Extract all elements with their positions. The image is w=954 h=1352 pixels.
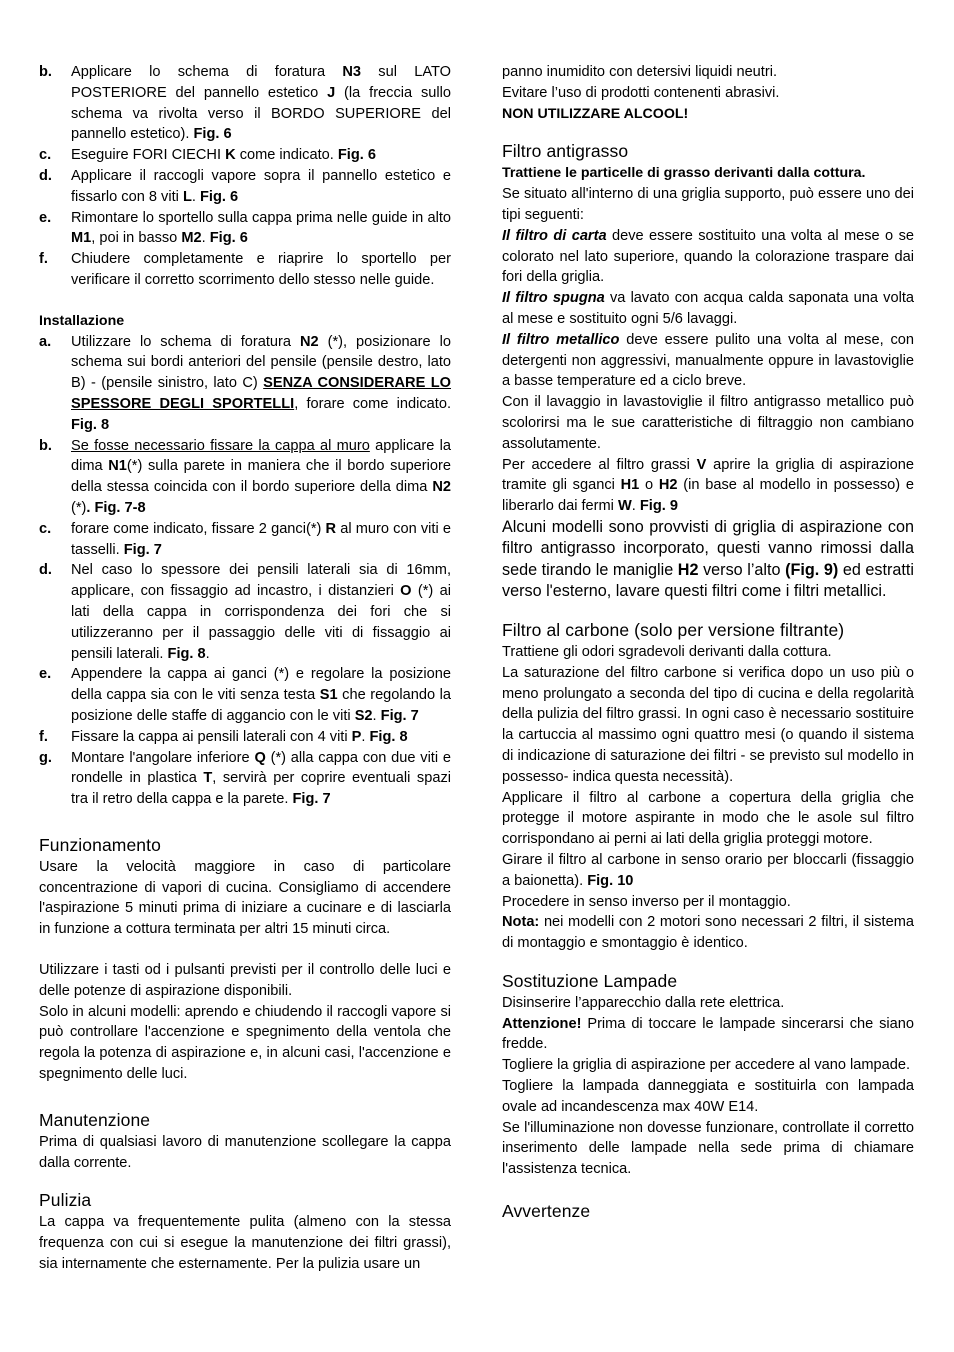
antigrasso-paragraph: Con il lavaggio in lavastoviglie il filtro antigrasso metallico può scolorirsi ma le sue caratteristiche di filtraggio non cambiano assolutamente.	[502, 394, 914, 452]
antigrasso-paragraph: Il filtro metallico deve essere pulito una volta al mese, con detergenti non aggressivi, manualmente oppure in lavastoviglie a basse temperature ed a ciclo breve.	[502, 331, 914, 390]
funzionamento-paragraph: Solo in alcuni modelli: aprendo e chiudendo il raccogli vapore si può controllare l'accenzione e spegnimento della ventola che regola la potenza di aspirazione e, in alcuni casi, l'accenzione e spegnimento delle luci.	[39, 1003, 451, 1083]
list-item-label: e.	[39, 666, 52, 683]
lampade-paragraph: Se l'illuminazione non dovesse funzionare, controllate il corretto inserimento delle lampade nella sede prima di chiamare l'assistenza tecnica.	[502, 1119, 914, 1178]
antigrasso-heading: Filtro antigrasso	[502, 141, 629, 162]
list-item-text: Utilizzare lo schema di foratura N2 (*), posizionare lo schema sui bordi anteriori del pensile (pensile destro, lato B) - (pensile sinistro, lato C) SENZA CONSIDERARE LO SPESSORE DEGLI SPORTELLI, forare come indicato. Fig. 8	[71, 333, 452, 433]
antigrasso-subtitle: Trattiene le particelle di grasso derivanti dalla cottura.	[502, 165, 866, 182]
list-item-text: Applicare lo schema di foratura N3 sul LATO POSTERIORE del pannello estetico J (la freccia sullo schema va rivolta verso il BORDO SUPERIORE del pannello estetico). Fig. 6	[71, 64, 451, 143]
carbone-paragraph: Trattiene gli odori sgradevoli derivanti dalla cottura.	[502, 643, 832, 660]
list-item-text: Nel caso lo spessore dei pensili laterali sia di 16mm, applicare, con fissaggio ad incastro, i distanzieri O (*) ai lati della cappa in corrispondenza dei fori che si utilizzeranno per il passaggio delle viti di fissaggio ai pensili laterali. Fig. 8.	[71, 562, 451, 662]
antigrasso-paragraph: Il filtro spugna va lavato con acqua calda saponata una volta al mese e sostituito ogni 5/6 lavaggi.	[502, 290, 914, 327]
funzionamento-heading: Funzionamento	[39, 834, 161, 855]
list-item	[39, 249, 451, 291]
list-item-label: b.	[39, 437, 52, 454]
list-item-text: Appendere la cappa ai ganci (*) e regolare la posizione della cappa sia con le viti senza testa S1 che regolando la posizione delle staffe di aggancio con le viti S2. Fig. 7	[71, 666, 452, 724]
list-item	[39, 436, 451, 519]
list-item-text: Montare l'angolare inferiore Q (*) alla cappa con due viti e rondelle in plastica T, servirà per coprire eventuali spazi tra il retro della cappa e la parete. Fig. 7	[71, 749, 452, 808]
carbone-paragraph: Procedere in senso inverso per il montaggio.	[502, 893, 791, 910]
antigrasso-paragraph: Alcuni modelli sono provvisti di griglia di aspirazione con filtro antigrasso incorporato, questi vanno rimossi dalla sede tirando le maniglie H2 verso l’alto (Fig. 9) ed estratti verso l'esterno, lavare questi filtri come i filtri metallici.	[502, 517, 914, 601]
list-item-label: b.	[39, 64, 52, 80]
list-item-text: forare come indicato, fissare 2 ganci(*) R al muro con viti e tasselli. Fig. 7	[71, 520, 451, 558]
lampade-paragraph: Togliere la lampada danneggiata e sostituirla con lampada ovale ad incandescenza max 40W E14.	[502, 1078, 914, 1115]
funzionamento-paragraph: Usare la velocità maggiore in caso di particolare concentrazione di vapori di cucina. Consigliamo di accendere l'aspirazione 5 minuti prima di iniziare a cucinare e di lasciarla in funzione a cottura terminata per altri 15 minuti circa.	[39, 858, 451, 938]
list-item-text: Se fosse necessario fissare la cappa al muro applicare la dima N1(*) sulla parete in maniera che il bordo superiore della stessa coincida con il bordo superiore della dima N2 (*). Fig. 7-8	[71, 437, 451, 516]
installazione-heading: Installazione	[39, 312, 125, 329]
lampade-paragraph: Attenzione! Prima di toccare le lampade sincerarsi che siano fredde.	[502, 1015, 914, 1053]
pulizia-heading: Pulizia	[39, 1190, 92, 1211]
carbone-paragraph: Applicare il filtro al carbone a copertura della griglia che protegge il motore aspirante in modo che le asole sul filtro corrispondano ai perni ai lati della griglia proteggi motore.	[502, 789, 914, 848]
list-item-label: f.	[39, 728, 48, 745]
lampade-paragraph: Disinserire l’apparecchio dalla rete elettrica.	[502, 994, 785, 1011]
list-item-label: g.	[39, 749, 52, 766]
list-item-text: Eseguire FORI CIECHI K come indicato. Fig. 6	[71, 147, 376, 164]
list-item-text: Fissare la cappa ai pensili laterali con 4 viti P. Fig. 8	[71, 728, 408, 745]
list-item	[39, 560, 451, 664]
list-item-label: d.	[39, 562, 52, 579]
installation-steps-list	[39, 332, 451, 810]
list-item	[39, 62, 451, 145]
list-item-label: e.	[39, 209, 52, 226]
avvertenze-heading: Avvertenze	[502, 1201, 591, 1222]
assembly-steps-list	[39, 62, 451, 291]
lampade-paragraph: Togliere la griglia di aspirazione per accedere al vano lampade.	[502, 1057, 911, 1074]
list-item	[39, 727, 451, 748]
manutenzione-heading: Manutenzione	[39, 1109, 151, 1130]
list-item-text: Rimontare lo sportello sulla cappa prima nelle guide in alto M1, poi in basso M2. Fig. 6	[71, 209, 451, 247]
left-column	[39, 62, 451, 1275]
list-item-text: Applicare il raccogli vapore sopra il pannello estetico e fissarlo con 8 viti L. Fig. 6	[71, 167, 451, 205]
antigrasso-paragraph: Il filtro di carta deve essere sostituito una volta al mese o se colorato nel lato superiore, quando la colorazione traspare dai fori della griglia.	[502, 227, 914, 286]
list-item-text: Chiudere completamente e riaprire lo sportello per verificare il corretto scorrimento dello stesso nelle guide.	[71, 251, 451, 288]
pulizia-paragraph: La cappa va frequentemente pulita (almeno con la stessa frequenza con cui si esegue la manutenzione dei filtri grassi), sia internamente che esternamente. Per la pulizia usare un	[39, 1214, 451, 1273]
alcool-warning: NON UTILIZZARE ALCOOL!	[502, 105, 689, 122]
list-item	[39, 332, 451, 436]
list-item-label: f.	[39, 251, 48, 268]
carbone-paragraph: La saturazione del filtro carbone si verifica dopo un uso più o meno prolungato a seconda del tipo di cucina e della regolarità della pulizia del filtro grassi. In ogni caso è necessario sostituire la cartuccia al massimo ogni quattro mesi (o quando il sistema di indicazione di saturazione dei filtri - se previsto sul modello in possesso- indica questa necessità).	[502, 664, 914, 785]
pulizia-continued: panno inumidito con detersivi liquidi neutri.	[502, 64, 778, 80]
carbone-heading: Filtro al carbone (solo per versione filtrante)	[502, 619, 845, 640]
list-item	[39, 166, 451, 208]
antigrasso-paragraph: Per accedere al filtro grassi V aprire la griglia di aspirazione tramite gli sganci H1 o H2 (in base al modello in possesso) e liberarlo dai fermi W. Fig. 9	[502, 456, 914, 515]
list-item	[39, 664, 451, 726]
carbone-paragraph: Nota: nei modelli con 2 motori sono necessari 2 filtri, il sistema di montaggio e smontaggio è identico.	[502, 914, 914, 952]
lampade-heading: Sostituzione Lampade	[502, 970, 678, 991]
right-column	[502, 62, 914, 1223]
list-item-label: c.	[39, 147, 52, 164]
list-item-label: c.	[39, 520, 52, 537]
list-item-label: a.	[39, 333, 52, 350]
list-item	[39, 748, 451, 810]
funzionamento-paragraph: Utilizzare i tasti od i pulsanti previsti per il controllo delle luci e delle potenze di aspirazione disponibili.	[39, 962, 451, 999]
manutenzione-paragraph: Prima di qualsiasi lavoro di manutenzione scollegare la cappa dalla corrente.	[39, 1133, 451, 1171]
list-item-label: d.	[39, 167, 52, 184]
abrasivi-warning: Evitare l’uso di prodotti contenenti abrasivi.	[502, 84, 780, 101]
list-item	[39, 145, 451, 166]
list-item	[39, 208, 451, 250]
carbone-paragraph: Girare il filtro al carbone in senso orario per bloccarli (fissaggio a baionetta). Fig. 10	[502, 851, 914, 889]
antigrasso-paragraph: Se situato all'interno di una griglia supporto, può essere uno dei tipi seguenti:	[502, 186, 914, 223]
list-item	[39, 519, 451, 561]
